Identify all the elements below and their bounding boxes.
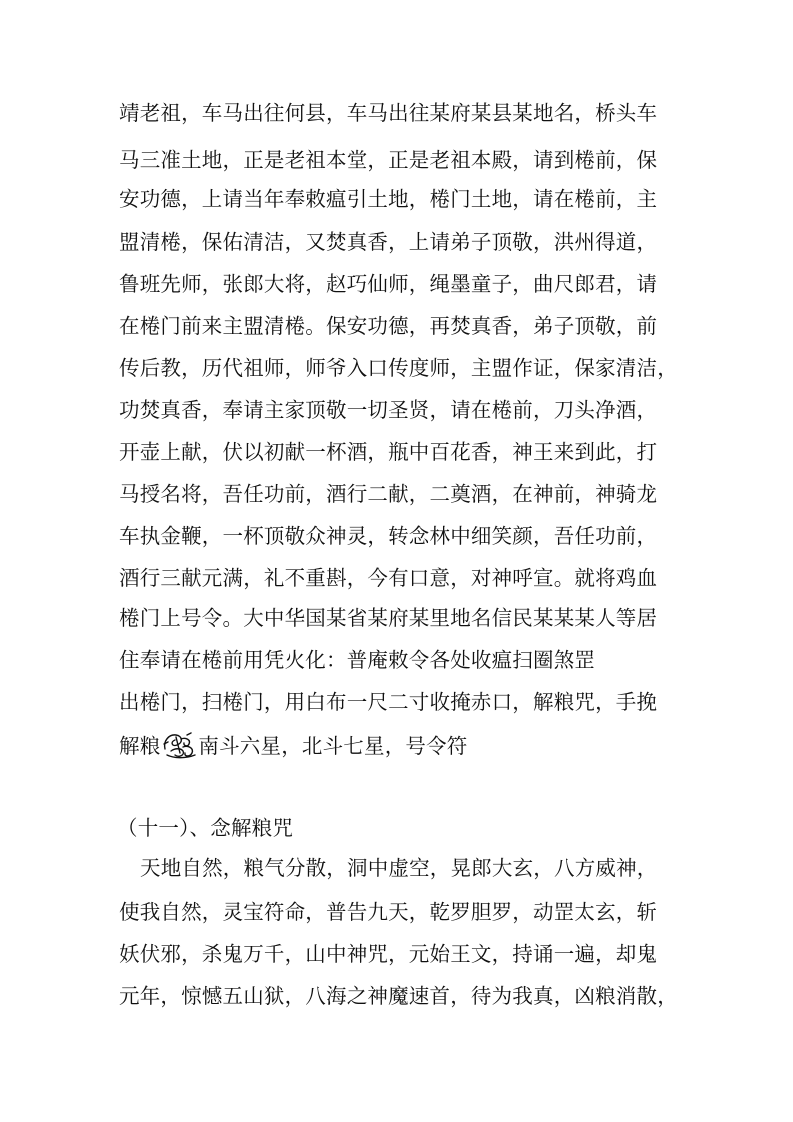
- text-segment: 南斗六星，北斗七星，号令符: [198, 734, 468, 758]
- paragraph-line: 安功德，上请当年奉敕瘟引土地，棬门土地，请在棬前，主: [119, 187, 658, 211]
- paragraph-line: 车执金鞭，一杯顶敬众神灵，转念林中细笑颜，吾任功前，: [119, 524, 658, 548]
- paragraph-line: 在棬门前来主盟清棬。保安功德，再焚真香，弟子顶敬，前: [119, 314, 658, 338]
- paragraph-line: 使我自然，灵宝符命，普告九天，乾罗胆罗，动罡太玄，斩: [119, 900, 658, 924]
- paragraph-line: 棬门上号令。大中华国某省某府某里地名信民某某某人等居: [119, 606, 658, 630]
- paragraph-line: 马三准土地，正是老祖本堂，正是老祖本殿，请到棬前，保: [119, 148, 658, 172]
- paragraph-line: 功焚真香，奉请主家顶敬一切圣贤，请在棬前，刀头净酒，: [119, 398, 658, 422]
- paragraph-line: 传后教，历代祖师，师爷入口传度师，主盟作证，保家清洁，: [119, 356, 678, 380]
- section-heading: （十一）、念解粮咒: [117, 816, 294, 840]
- paragraph-line: 天地自然，粮气分散，洞中虚空，晃郎大玄，八方威神，: [140, 856, 658, 880]
- paragraph-line: 元年，惊憾五山狱，八海之神魔速首，待为我真，凶粮消散，: [119, 984, 678, 1008]
- paragraph-line: 酒行三献元满，礼不重斟，今有口意，对神呼宣。就将鸡血: [119, 566, 658, 590]
- paragraph-line: 妖伏邪，杀鬼万千，山中神咒，元始王文，持诵一遍，却鬼: [119, 942, 658, 966]
- paragraph-line: 住奉请在棬前用凭火化：普庵敕令各处收瘟扫圈煞罡: [119, 648, 596, 672]
- paragraph-line: 鲁班先师，张郎大将，赵巧仙师，绳墨童子，曲尺郎君，请: [119, 272, 658, 296]
- paragraph-line: 靖老祖，车马出往何县，车马出往某府某县某地名，桥头车: [119, 101, 658, 125]
- talisman-fu-glyph-icon: [161, 731, 197, 761]
- paragraph-line: 出棬门，扫棬门，用白布一尺二寸收掩赤口，解粮咒，手挽: [119, 690, 658, 714]
- text-segment: 解粮: [119, 734, 161, 758]
- paragraph-line: 开壶上献，伏以初献一杯酒，瓶中百花香，神王来到此，打: [119, 440, 658, 464]
- paragraph-line: 盟清棬，保佑清洁，又焚真香，上请弟子顶敬，洪州得道，: [119, 230, 658, 254]
- paragraph-line-with-talisman: [119, 731, 679, 761]
- paragraph-line: 马授名将，吾任功前，酒行二献，二奠酒，在神前，神骑龙: [119, 482, 658, 506]
